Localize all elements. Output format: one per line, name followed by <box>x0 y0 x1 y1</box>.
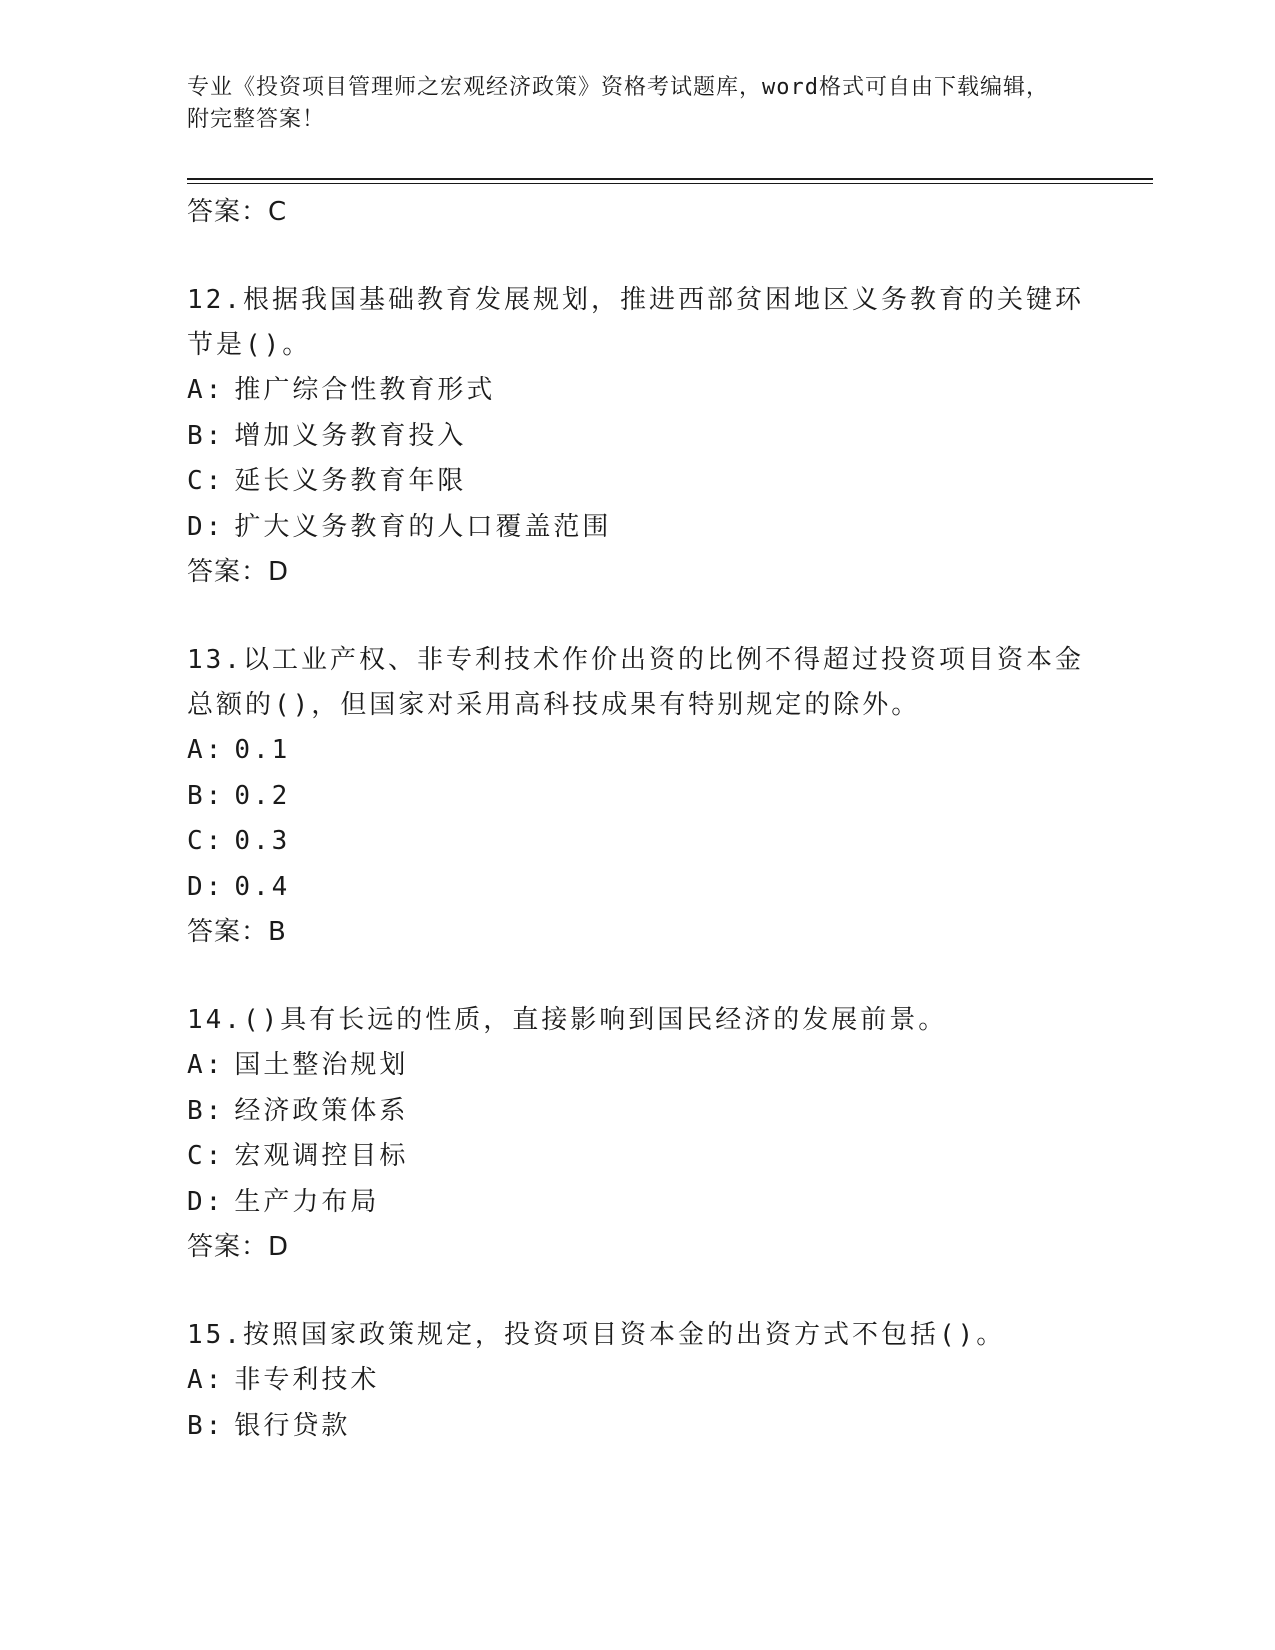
option-b <box>187 1404 1087 1450</box>
question-13 <box>187 638 1087 954</box>
option-b <box>187 1089 1087 1135</box>
question-15 <box>187 1313 1087 1449</box>
option-text: 0.1 <box>234 735 291 765</box>
answer-line: 答案：B <box>187 917 287 947</box>
header-divider-thin <box>187 183 1153 184</box>
option-key: A: <box>187 1050 225 1080</box>
question-stem: 13.以工业产权、非专利技术作价出资的比例不得超过投资项目资本金总额的()，但国家对采用高科技成果有特别规定的除外。 <box>187 645 1084 720</box>
option-text: 延长义务教育年限 <box>234 466 467 496</box>
option-d <box>187 865 1087 911</box>
option-key: B: <box>187 1095 225 1126</box>
question-12 <box>187 278 1087 594</box>
option-text: 增加义务教育投入 <box>234 420 467 451</box>
option-d <box>187 505 1087 551</box>
option-text: 0.4 <box>234 871 291 902</box>
option-text: 银行贷款 <box>234 1410 351 1441</box>
option-text: 生产力布局 <box>234 1186 380 1217</box>
option-key: B: <box>187 1410 225 1441</box>
option-key: D: <box>187 871 225 902</box>
answer-line: 答案：C <box>187 197 288 227</box>
question-stem: 15.按照国家政策规定，投资项目资本金的出资方式不包括()。 <box>187 1320 1006 1350</box>
option-text: 宏观调控目标 <box>234 1141 409 1171</box>
question-stem: 14.()具有长远的性质，直接影响到国民经济的发展前景。 <box>187 1005 948 1035</box>
answer-line: 答案：D <box>187 557 290 587</box>
option-text: 推广综合性教育形式 <box>234 375 496 405</box>
option-key: B: <box>187 420 225 451</box>
option-a <box>187 728 1087 774</box>
option-b <box>187 414 1087 460</box>
option-c <box>187 1134 1087 1180</box>
option-a <box>187 368 1087 414</box>
option-text: 国土整治规划 <box>234 1050 409 1080</box>
option-text: 非专利技术 <box>234 1365 380 1395</box>
option-key: C: <box>187 466 225 496</box>
option-d <box>187 1180 1087 1226</box>
option-key: C: <box>187 1141 225 1171</box>
question-list <box>187 190 1087 1449</box>
question-14 <box>187 998 1087 1269</box>
option-key: A: <box>187 735 225 765</box>
header-divider-thick <box>187 178 1153 180</box>
option-c <box>187 819 1087 865</box>
option-key: B: <box>187 780 225 811</box>
option-c <box>187 459 1087 505</box>
option-key: C: <box>187 826 225 856</box>
option-a <box>187 1043 1087 1089</box>
option-text: 经济政策体系 <box>234 1095 409 1126</box>
option-text: 0.3 <box>234 826 291 856</box>
option-b <box>187 774 1087 820</box>
option-key: A: <box>187 375 225 405</box>
option-text: 0.2 <box>234 780 291 811</box>
option-key: D: <box>187 511 225 542</box>
option-a <box>187 1358 1087 1404</box>
document-header: 专业《投资项目管理师之宏观经济政策》资格考试题库，word格式可自由下载编辑，附完整答案！ <box>187 75 1049 132</box>
answer-line: 答案：D <box>187 1232 290 1262</box>
option-key: A: <box>187 1365 225 1395</box>
option-key: D: <box>187 1186 225 1217</box>
option-text: 扩大义务教育的人口覆盖范围 <box>234 511 612 542</box>
question-stem: 12.根据我国基础教育发展规划，推进西部贫困地区义务教育的关键环节是()。 <box>187 285 1084 360</box>
